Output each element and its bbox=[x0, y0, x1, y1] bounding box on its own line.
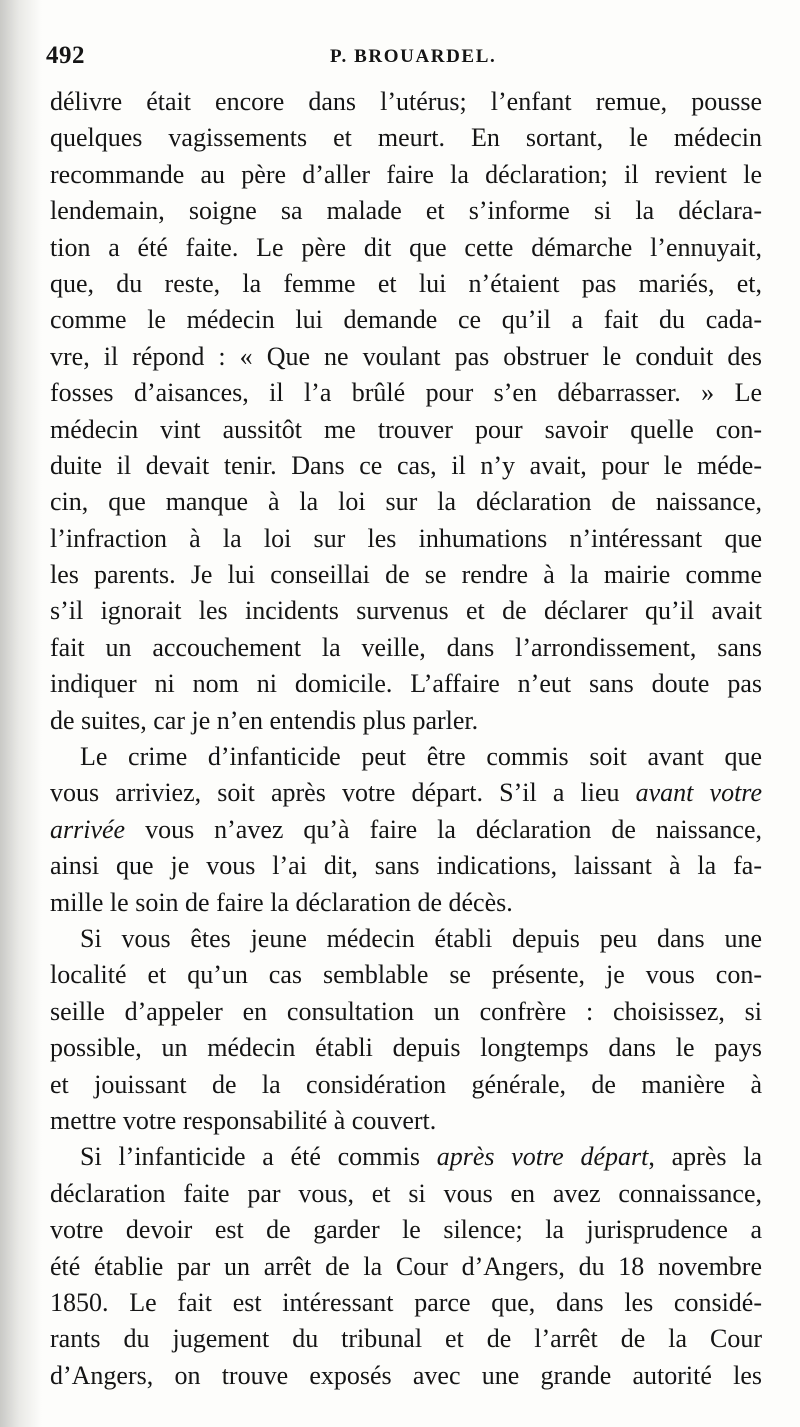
text-run: tion a été faite. Le père dit que cette démarche l’ennuyait, bbox=[50, 232, 762, 262]
paragraph bbox=[50, 921, 762, 1139]
text-run: s’il ignorait les incidents survenus et de déclarer qu’il avait bbox=[50, 596, 762, 626]
page-number: 492 bbox=[46, 42, 85, 69]
text-run: cin, que manque à la loi sur la déclaration de naissance, bbox=[50, 487, 762, 517]
text-run: les parents. Je lui conseillai de se rendre à la mairie comme bbox=[50, 560, 762, 590]
text-run: mettre votre responsabilité à couvert. bbox=[50, 1105, 437, 1135]
text-line bbox=[50, 412, 762, 448]
text-run: Si vous êtes jeune médecin établi depuis peu dans une bbox=[80, 923, 762, 953]
text-line bbox=[50, 1285, 762, 1321]
text-line bbox=[50, 775, 762, 811]
text-run: quelques vagissements et meurt. En sortant, le médecin bbox=[50, 123, 762, 153]
text-line bbox=[50, 1139, 762, 1175]
text-line bbox=[50, 193, 762, 229]
italic-run: arrivée bbox=[50, 814, 126, 844]
text-line bbox=[50, 666, 762, 702]
text-line bbox=[50, 812, 762, 848]
text-line bbox=[50, 593, 762, 629]
text-line bbox=[50, 703, 762, 739]
text-run: localité et qu’un cas semblable se présente, je vous con- bbox=[50, 960, 762, 990]
text-run: de suites, car je n’en entendis plus parler. bbox=[50, 705, 479, 735]
text-line bbox=[50, 266, 762, 302]
text-run: indiquer ni nom ni domicile. L’affaire n’eut sans doute pas bbox=[50, 669, 762, 699]
text-run: vous n’avez qu’à faire la déclaration de naissance, bbox=[125, 814, 762, 844]
text-run: ainsi que je vous l’ai dit, sans indications, laissant à la fa- bbox=[50, 851, 762, 881]
text-line bbox=[50, 120, 762, 156]
text-run: délivre était encore dans l’utérus; l’enfant remue, pousse bbox=[50, 87, 762, 116]
text-line bbox=[50, 84, 762, 120]
text-run: été établie par un arrêt de la Cour d’Angers, du 18 novembre bbox=[50, 1251, 762, 1281]
text-line bbox=[50, 521, 762, 557]
text-run: d’Angers, on trouve exposés avec une grande autorité les bbox=[50, 1360, 762, 1390]
text-line bbox=[50, 1030, 762, 1066]
text-run: 1850. Le fait est intéressant parce que, dans les considé- bbox=[50, 1287, 762, 1317]
text-line bbox=[50, 1212, 762, 1248]
italic-run: après votre départ bbox=[436, 1142, 649, 1172]
text-run: vre, il répond : « Que ne voulant pas obstruer le conduit des bbox=[50, 341, 762, 371]
text-run: duite il devait tenir. Dans ce cas, il n’y avait, pour le méde- bbox=[50, 450, 762, 480]
text-run: Le crime d’infanticide peut être commis soit avant que bbox=[80, 742, 762, 772]
text-run: votre devoir est de garder le silence; la jurisprudence a bbox=[50, 1215, 762, 1245]
text-run: lendemain, soigne sa malade et s’informe si la déclara- bbox=[50, 196, 762, 226]
text-run: Si l’infanticide a été commis bbox=[80, 1142, 437, 1172]
text-line bbox=[50, 1103, 762, 1139]
italic-run: avant votre bbox=[635, 778, 762, 808]
text-run: vous arriviez, soit après votre départ. S’il a lieu bbox=[50, 778, 636, 808]
text-line bbox=[50, 921, 762, 957]
text-line bbox=[50, 157, 762, 193]
paragraph bbox=[50, 1139, 762, 1394]
text-line bbox=[50, 448, 762, 484]
text-run: mille le soin de faire la déclaration de décès. bbox=[50, 887, 513, 917]
text-line bbox=[50, 630, 762, 666]
text-line bbox=[50, 339, 762, 375]
text-line bbox=[50, 1249, 762, 1285]
page-gutter-shadow bbox=[0, 0, 42, 1427]
text-line bbox=[50, 1321, 762, 1357]
text-line bbox=[50, 848, 762, 884]
text-line bbox=[50, 1176, 762, 1212]
text-line bbox=[50, 1067, 762, 1103]
text-run: possible, un médecin établi depuis longtemps dans le pays bbox=[50, 1033, 762, 1063]
text-run: seille d’appeler en consultation un confrère : choisissez, si bbox=[50, 996, 762, 1026]
text-line bbox=[50, 885, 762, 921]
paragraph bbox=[50, 739, 762, 921]
text-line bbox=[50, 230, 762, 266]
text-run: fosses d’aisances, il l’a brûlé pour s’en débarrasser. » Le bbox=[50, 378, 762, 408]
text-line bbox=[50, 302, 762, 338]
text-run: déclaration faite par vous, et si vous en avez connaissance, bbox=[50, 1178, 762, 1208]
text-run: comme le médecin lui demande ce qu’il a fait du cada- bbox=[50, 305, 762, 335]
text-run: que, du reste, la femme et lui n’étaient pas mariés, et, bbox=[50, 268, 762, 298]
text-line bbox=[50, 994, 762, 1030]
text-run: et jouissant de la considération générale, de manière à bbox=[50, 1069, 762, 1099]
text-line bbox=[50, 484, 762, 520]
text-run: rants du jugement du tribunal et de l’arrêt de la Cour bbox=[50, 1324, 762, 1354]
page-header bbox=[46, 38, 760, 78]
text-run: , après la bbox=[648, 1142, 762, 1172]
text-run: fait un accouchement la veille, dans l’arrondissement, sans bbox=[50, 632, 762, 662]
text-line bbox=[50, 957, 762, 993]
running-head: P. BROUARDEL. bbox=[330, 46, 497, 67]
body-text bbox=[50, 84, 762, 1394]
text-run: recommande au père d’aller faire la déclaration; il revient le bbox=[50, 159, 762, 189]
text-line bbox=[50, 1358, 762, 1394]
text-line bbox=[50, 557, 762, 593]
text-run: médecin vint aussitôt me trouver pour savoir quelle con- bbox=[50, 414, 762, 444]
text-line bbox=[50, 739, 762, 775]
paragraph bbox=[50, 84, 762, 739]
text-line bbox=[50, 375, 762, 411]
text-run: l’infraction à la loi sur les inhumations n’intéressant que bbox=[50, 523, 762, 553]
